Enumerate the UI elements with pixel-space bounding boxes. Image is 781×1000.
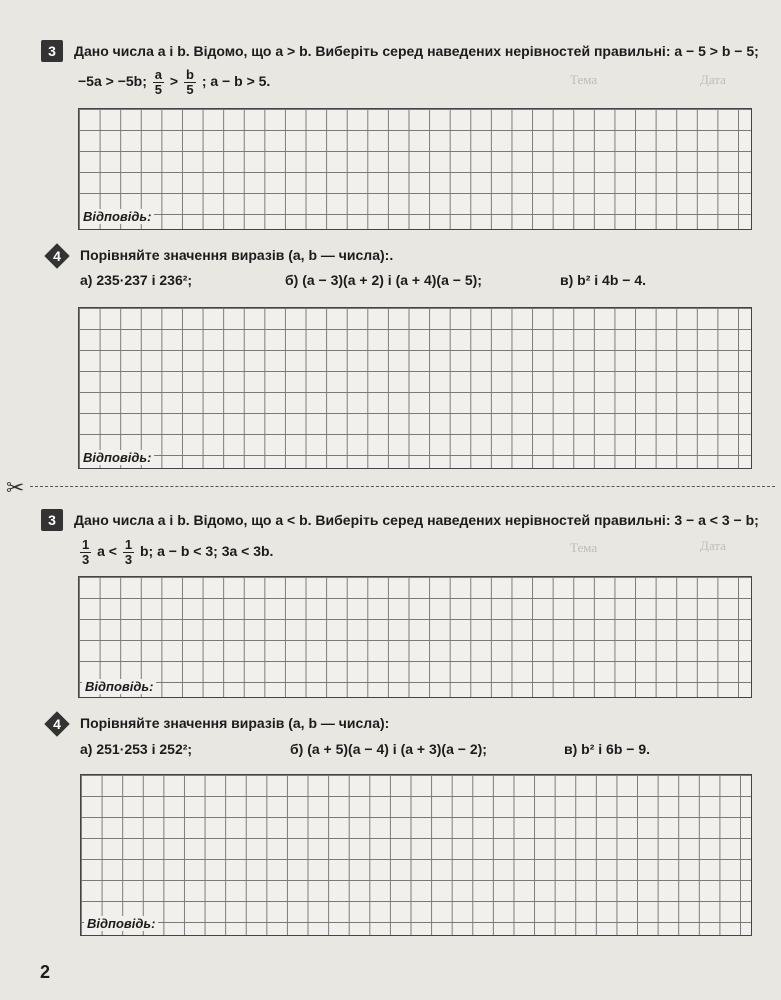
answer-label: Відповідь:: [84, 916, 158, 931]
answer-grid[interactable]: [78, 108, 752, 230]
task4-option-c: в) b² і 4b − 4.: [560, 272, 647, 288]
task4-intro: Порівняйте значення виразів (a, b — числа):: [80, 715, 390, 731]
task3-intro: Дано числа a і b. Відомо, що a > b. Виберіть серед наведених нерівностей правильні: a − 5 > b − 5;: [74, 43, 759, 59]
task4-option-a: а) 235·237 і 236²;: [80, 272, 193, 288]
task-number-badge: 3: [41, 509, 63, 531]
fraction: $\frac{b}{5}$: [185, 67, 194, 97]
task4-option-b: б) (a + 5)(a − 4) і (a + 3)(a − 2);: [290, 741, 487, 757]
bleed-text: Тема: [570, 72, 598, 87]
answer-label: Відповідь:: [80, 450, 154, 465]
task3-options: $\frac{1}{3}$ a < $\frac{1}{3}$ b; a − b < 3; 3a < 3b.: [82, 537, 274, 567]
task4-option-a: а) 251·253 і 252²;: [80, 741, 193, 757]
bleed-text: Дата: [700, 538, 726, 553]
task4-intro: Порівняйте значення виразів (a, b — числа):.: [80, 247, 394, 263]
fraction: $\frac{a}{5}$: [154, 67, 163, 97]
bleed-text: Дата: [700, 72, 726, 87]
answer-label: Відповідь:: [80, 209, 154, 224]
task4-option-c: в) b² і 6b − 9.: [564, 741, 651, 757]
fraction: $\frac{1}{3}$: [82, 537, 90, 567]
task3-options: −5a > −5b; $\frac{a}{5}$ > $\frac{b}{5}$ ; a − b > 5.: [78, 67, 271, 97]
cut-line: [30, 486, 775, 487]
answer-grid[interactable]: [78, 307, 752, 469]
fraction: $\frac{1}{3}$: [124, 537, 133, 567]
bleed-text: Тема: [570, 540, 598, 555]
task3-intro: Дано числа a і b. Відомо, що a < b. Виберіть серед наведених нерівностей правильні: 3 − a < 3 − b;: [74, 512, 759, 528]
task-number-badge: 4: [44, 711, 69, 736]
task-number-badge: 4: [44, 243, 69, 268]
scissors-icon: ✂: [6, 475, 25, 500]
task4-option-b: б) (a − 3)(a + 2) і (a + 4)(a − 5);: [285, 272, 482, 288]
task-number-badge: 3: [41, 40, 63, 62]
page-number: 2: [40, 962, 51, 982]
answer-grid[interactable]: [80, 774, 752, 936]
answer-label: Відповідь:: [82, 679, 156, 694]
answer-grid[interactable]: [78, 576, 752, 698]
